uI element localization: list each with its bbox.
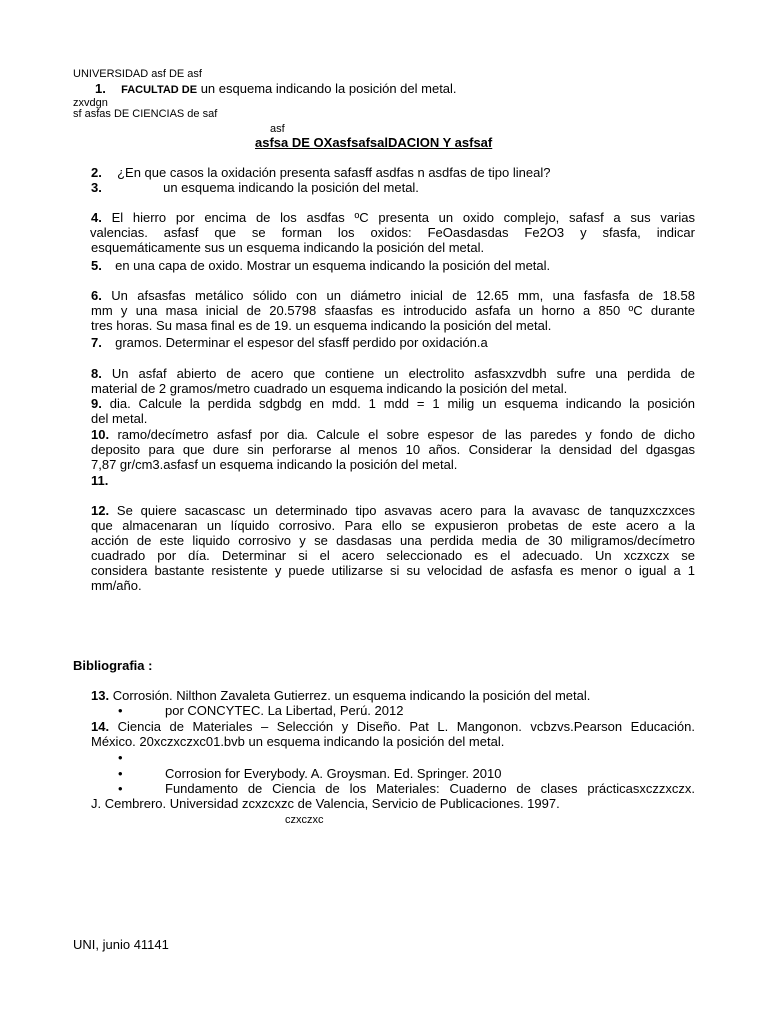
item-number: 1. <box>95 81 106 96</box>
question-text: valencias. asfasf que se forman los oxidos: FeOasdasdas Fe2O3 y sfasfa, indicar <box>90 225 695 240</box>
question-text: mm/año. <box>91 578 142 593</box>
question-12 <box>91 503 695 593</box>
question-text: considera bastante resistente y puede utilizarse si su velocidad de asfasfa es menor o igual a 1 <box>91 563 695 578</box>
document-title: asfsa DE OXasfsafsalDACION Y asfsaf <box>255 135 493 150</box>
question-text: un esquema indicando la posición del metal. <box>163 180 419 195</box>
question-text: Se quiere sacascasc un determinado tipo asvavas acero para la avavasc de tanquzxczxces <box>116 503 695 518</box>
question-11 <box>91 473 108 488</box>
question-number: 3. <box>91 180 102 195</box>
bullet-glyph: • <box>118 703 123 718</box>
question-6 <box>91 288 695 333</box>
question-number: 2. <box>91 165 102 180</box>
bib-text: Fundamento de Ciencia de los Materiales: Cuaderno de clases prácticasxczzxczx. <box>165 781 695 796</box>
bib-text: Corrosión. Nilthon Zavaleta Gutierrez. un esquema indicando la posición del metal. <box>112 688 591 703</box>
bullet-glyph: • <box>118 766 123 781</box>
question-3 <box>91 180 419 195</box>
bullet-glyph: • <box>118 781 123 796</box>
question-number: 11. <box>91 473 109 488</box>
question-text: Un asfaf abierto de acero que contiene un electrolito asfasxzvdbh sufre una perdida de <box>111 366 695 381</box>
question-9 <box>91 396 695 426</box>
line-ciencias: sf asfas DE CIENCIAS de saf <box>73 108 218 120</box>
item-text: un esquema indicando la posición del metal. <box>200 81 457 96</box>
question-text: que almacenaran un líquido corrosivo. Para ello se expusieron probetas de este acero a la <box>91 518 695 533</box>
bib-item-14 <box>91 719 695 749</box>
line-asf: asf <box>270 123 285 135</box>
question-2 <box>91 165 550 180</box>
question-10 <box>91 427 695 472</box>
question-text: El hierro por encima de los asdfas ºC presenta un oxido complejo, safasf a sus varias <box>111 210 695 225</box>
line-zxvdgn: zxvdgn <box>73 97 108 109</box>
question-text: material de 2 gramos/metro cuadrado un esquema indicando la posición del metal. <box>91 381 568 396</box>
question-text: tres horas. Su masa final es de 19. un esquema indicando la posición del metal. <box>91 318 552 333</box>
bib-text: México. 20xczxczxc01.bvb un esquema indicando la posición del metal. <box>91 734 505 749</box>
question-5 <box>91 258 550 273</box>
question-8 <box>91 366 695 396</box>
question-text: ramo/decímetro asfasf por dia. Calcule el sobre espesor de las paredes y fondo de dicho <box>117 427 695 442</box>
question-number: 8. <box>91 366 102 381</box>
item-1 <box>95 81 457 96</box>
question-4 <box>91 210 695 255</box>
footer-date: UNI, junio 41141 <box>73 937 169 952</box>
question-number: 6. <box>91 288 102 303</box>
question-text: acción de este liquido corrosivo y se dasdasas una perdida media de 30 miligramos/decímetro <box>91 533 695 548</box>
question-text: del metal. <box>91 411 148 426</box>
question-text: deposito para que dure sin perforarse al menos 10 años. Considerar la densidad del dgasgas <box>91 442 695 457</box>
question-number: 7. <box>91 335 102 350</box>
bib-item-13 <box>91 688 590 703</box>
question-7 <box>91 335 488 350</box>
bib-bullet-cembrero <box>91 781 695 811</box>
question-number: 10. <box>91 427 110 442</box>
bib-text: Ciencia de Materiales – Selección y Diseño. Pat L. Mangonon. vcbzvs.Pearson Educación. <box>117 719 695 734</box>
question-text: esquemáticamente sus un esquema indicando la posición del metal. <box>91 240 485 255</box>
bib-number: 14. <box>91 719 110 734</box>
question-text: 7,87 gr/cm3.asfasf un esquema indicando la posición del metal. <box>91 457 458 472</box>
question-text: gramos. Determinar el espesor del sfasff perdido por oxidación.a <box>115 335 488 350</box>
bibliography-heading: Bibliografia : <box>73 658 153 673</box>
question-text: cuadrado por día. Determinar si el acero seleccionado es el adecuado. Un xczxczx se <box>91 548 695 563</box>
question-text: mm y una masa inicial de 20.5798 sfaasfas es introducido asfafa un horno a 850 ºC durante <box>91 303 695 318</box>
question-number: 9. <box>91 396 102 411</box>
bib-bullet-groysman: Corrosion for Everybody. A. Groysman. Ed. Springer. 2010 <box>165 766 502 781</box>
question-text: en una capa de oxido. Mostrar un esquema indicando la posición del metal. <box>115 258 551 273</box>
university-line: UNIVERSIDAD asf DE asf <box>73 68 202 80</box>
bullet-glyph: • <box>118 750 123 765</box>
question-number: 5. <box>91 258 102 273</box>
question-text: dia. Calcule la perdida sdgbdg en mdd. 1 mdd = 1 milig un esquema indicando la posición <box>109 396 695 411</box>
trailing-text: czxczxc <box>285 814 324 826</box>
faculty-label: FACULTAD DE <box>121 84 198 96</box>
bib-bullet-concytec: por CONCYTEC. La Libertad, Perú. 2012 <box>165 703 404 718</box>
bib-number: 13. <box>91 688 110 703</box>
question-text: ¿En que casos la oxidación presenta safasff asdfas n asdfas de tipo lineal? <box>117 165 551 180</box>
question-text: Un afsasfas metálico sólido con un diámetro inicial de 12.65 mm, una fasfasfa de 18.58 <box>111 288 695 303</box>
bib-text: J. Cembrero. Universidad zcxzcxzc de Valencia, Servicio de Publicaciones. 1997. <box>91 796 560 811</box>
question-number: 12. <box>91 503 110 518</box>
question-number: 4. <box>91 210 102 225</box>
